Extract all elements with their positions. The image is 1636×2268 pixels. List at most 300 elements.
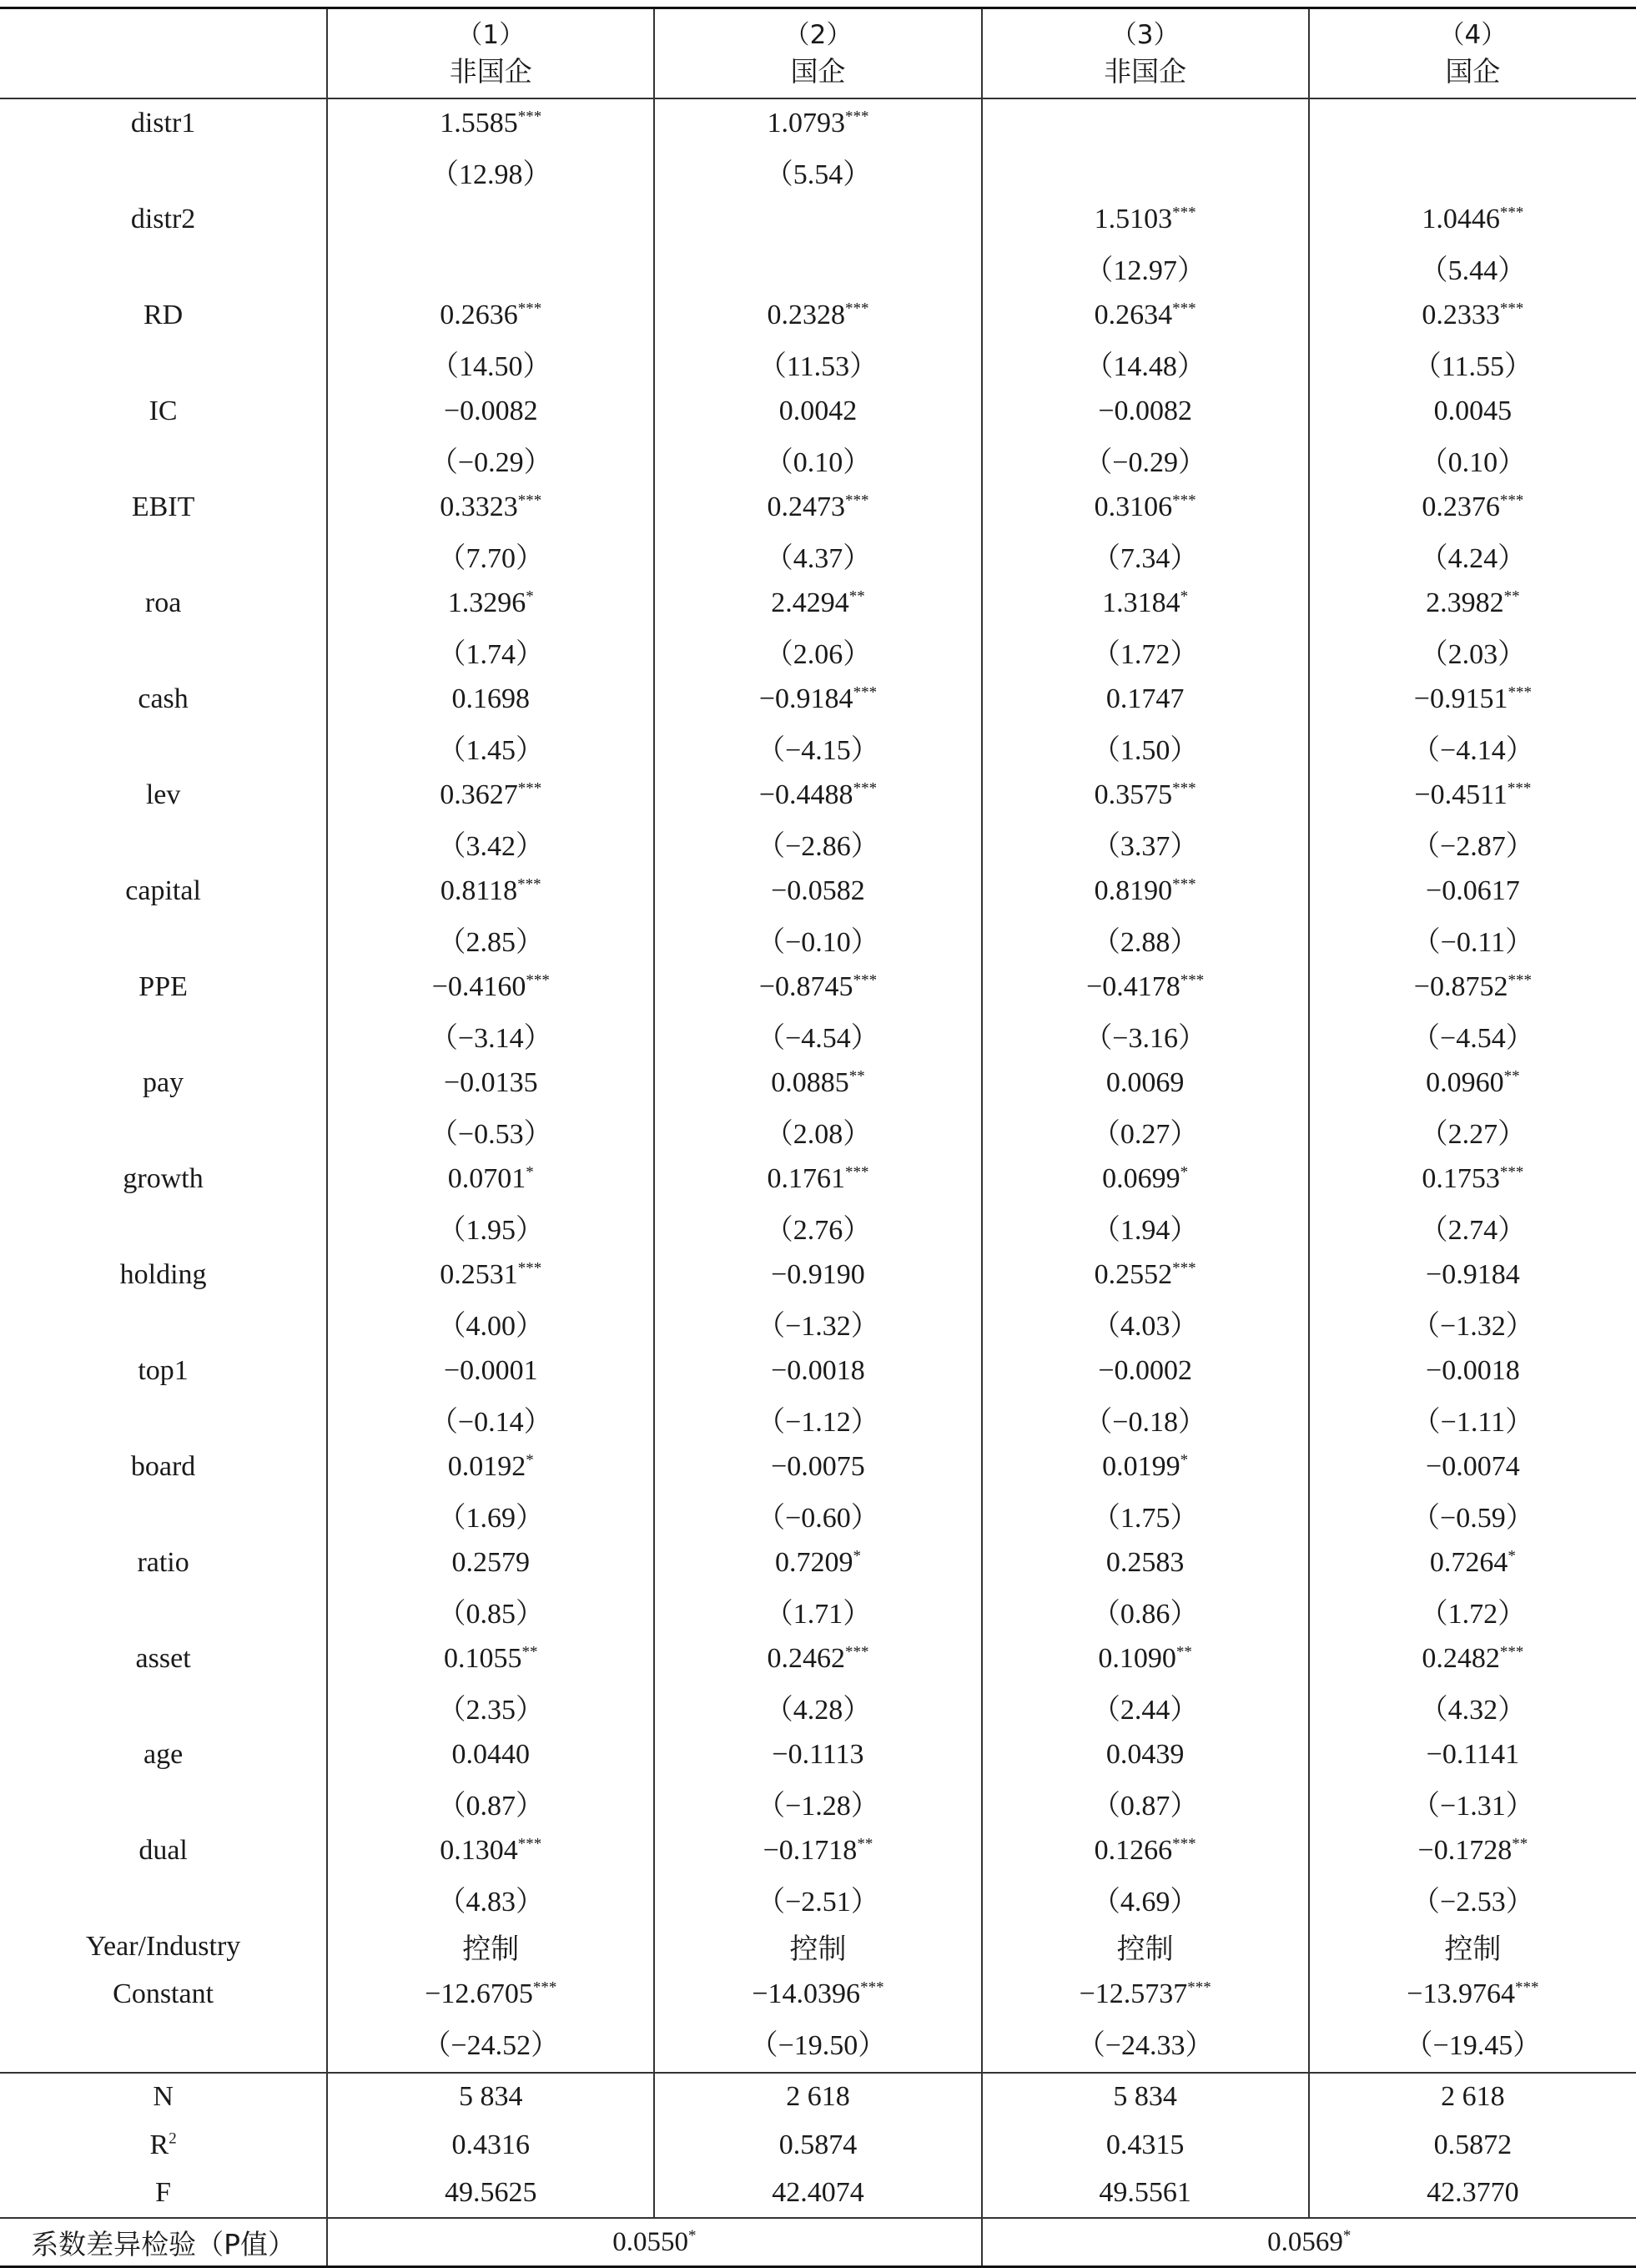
significance-stars: *** — [1514, 1978, 1539, 1997]
t-statistic-row — [0, 1683, 1636, 1731]
coefficient-value: 1.0793 — [767, 107, 845, 139]
coefficient-value: 0.1753 — [1422, 1162, 1500, 1194]
coefficient-cell — [654, 1539, 981, 1587]
significance-stars: *** — [1180, 971, 1205, 990]
t-statistic-cell: （4.24） — [1309, 532, 1636, 580]
t-statistic-cell: （2.06） — [654, 627, 981, 676]
statistic-row — [0, 2073, 1636, 2122]
statistic-superscript: 2 — [169, 2129, 177, 2148]
t-statistic-cell: （4.32） — [1309, 1683, 1636, 1731]
coefficient-cell — [1309, 675, 1636, 723]
significance-stars: *** — [1172, 491, 1196, 510]
t-statistic-cell: （11.55） — [1309, 340, 1636, 388]
t-statistic-cell: （2.85） — [327, 915, 654, 964]
t-statistic-row — [0, 1203, 1636, 1252]
coefficient-cell — [654, 1251, 981, 1299]
t-statistic-cell: （0.87） — [982, 1779, 1309, 1827]
coefficient-row — [0, 1347, 1636, 1395]
t-statistic-row — [0, 148, 1636, 196]
significance-stars: *** — [1499, 300, 1524, 318]
significance-stars: *** — [1172, 875, 1196, 894]
t-statistic-cell: （2.76） — [654, 1203, 981, 1252]
coefficient-value: 0.2531 — [440, 1258, 518, 1290]
column-number: （4） — [1438, 20, 1508, 50]
t-statistic-cell: （1.75） — [982, 1491, 1309, 1540]
statistic-value: 42.3770 — [1309, 2170, 1636, 2219]
coefficient-value: 0.0699 — [1102, 1162, 1180, 1194]
significance-stars: * — [526, 1451, 534, 1469]
coefficient-value: 0.1761 — [767, 1162, 845, 1194]
t-statistic-cell: （4.00） — [327, 1299, 654, 1348]
coefficient-cell — [982, 1635, 1309, 1683]
t-statistic-row — [0, 1395, 1636, 1444]
coefficient-value: 0.3627 — [440, 779, 518, 810]
t-statistic-cell: （−1.28） — [654, 1779, 981, 1827]
coefficient-cell — [327, 1635, 654, 1683]
regression-table — [0, 7, 1636, 2268]
variable-name: Constant — [113, 1978, 214, 2010]
significance-stars: *** — [517, 875, 541, 894]
coefficient-cell — [654, 98, 981, 148]
t-statistic-cell: （−0.29） — [327, 436, 654, 484]
control-cell: 控制 — [1309, 1923, 1636, 1971]
coefficient-value: 0.0439 — [1105, 1738, 1185, 1770]
coefficient-value: 0.0960 — [1426, 1066, 1504, 1098]
statistic-value: 0.4316 — [327, 2121, 654, 2170]
significance-stars: * — [1342, 2226, 1352, 2245]
significance-stars: *** — [1172, 779, 1196, 798]
t-statistic-row — [0, 1587, 1636, 1635]
coefficient-value: −0.9190 — [771, 1258, 865, 1290]
blank-label-cell — [0, 1107, 327, 1156]
significance-stars: *** — [844, 1643, 869, 1661]
coefficient-row — [0, 771, 1636, 819]
statistic-label: N — [153, 2081, 174, 2113]
t-statistic-cell: （−24.52） — [327, 2019, 654, 2073]
t-statistic-cell: （2.27） — [1309, 1107, 1636, 1156]
t-statistic-cell: （−4.14） — [1309, 723, 1636, 772]
significance-stars: *** — [860, 1978, 884, 1997]
t-statistic-cell: （3.37） — [982, 819, 1309, 868]
coefficient-cell — [982, 963, 1309, 1011]
t-statistic-cell: （2.35） — [327, 1683, 654, 1731]
control-cell: 控制 — [982, 1923, 1309, 1971]
coefficient-row — [0, 963, 1636, 1011]
variable-name: dual — [138, 1834, 188, 1866]
coefficient-value: −0.0617 — [1426, 874, 1520, 906]
coefficient-cell — [327, 195, 654, 244]
coefficient-value: 0.0045 — [1433, 395, 1513, 426]
coefficient-cell — [327, 1443, 654, 1491]
blank-label-cell — [0, 915, 327, 964]
coefficient-value: 0.2473 — [767, 491, 845, 522]
t-statistic-cell: （4.69） — [982, 1875, 1309, 1923]
column-header-3 — [982, 8, 1309, 99]
t-statistic-cell: （4.37） — [654, 532, 981, 580]
coefficient-cell — [982, 1059, 1309, 1107]
significance-stars: ** — [1175, 1643, 1192, 1661]
significance-stars: *** — [517, 108, 542, 126]
variable-name: distr2 — [130, 203, 196, 234]
column-label: 国企 — [1445, 55, 1501, 88]
blank-label-cell — [0, 1395, 327, 1444]
t-statistic-cell: （−24.33） — [982, 2019, 1309, 2073]
coefficient-cell — [1309, 1059, 1636, 1107]
coefficient-value: −14.0396 — [752, 1978, 861, 2010]
coefficient-cell — [982, 291, 1309, 340]
coefficient-cell — [1309, 195, 1636, 244]
header-blank-cell — [0, 8, 327, 99]
column-header-1 — [327, 8, 654, 99]
blank-label-cell — [0, 1011, 327, 1060]
significance-stars: *** — [844, 108, 869, 126]
t-statistic-cell: （−1.12） — [654, 1395, 981, 1444]
coefficient-cell — [1309, 963, 1636, 1011]
coefficient-value: 0.2462 — [767, 1642, 845, 1674]
coefficient-value: −13.9764 — [1407, 1978, 1515, 2010]
t-statistic-cell: （4.03） — [982, 1299, 1309, 1348]
coefficient-cell — [982, 675, 1309, 723]
coefficient-value: 0.7209 — [774, 1546, 853, 1578]
t-statistic-cell: （5.54） — [654, 148, 981, 196]
variable-name: roa — [144, 587, 182, 618]
coefficient-cell — [982, 1539, 1309, 1587]
coefficient-value: −0.4488 — [758, 779, 853, 810]
coefficient-cell — [327, 1155, 654, 1203]
coefficient-value: 0.7264 — [1429, 1546, 1508, 1578]
variable-name: pay — [143, 1066, 184, 1098]
coefficient-value: 0.0440 — [451, 1738, 531, 1770]
coefficient-cell — [982, 98, 1309, 148]
coefficient-row — [0, 1971, 1636, 2019]
coefficient-cell — [1309, 291, 1636, 340]
coefficient-value: 0.2583 — [1105, 1546, 1185, 1578]
t-statistic-cell: （−0.29） — [982, 436, 1309, 484]
coefficient-cell — [1309, 1443, 1636, 1491]
coefficient-row — [0, 98, 1636, 148]
t-statistic-cell — [654, 244, 981, 292]
significance-stars: ** — [848, 1067, 865, 1086]
table-header — [0, 8, 1636, 99]
coefficient-cell — [327, 1059, 654, 1107]
statistic-name — [0, 2073, 327, 2122]
coefficient-cell — [1309, 1971, 1636, 2019]
statistic-value: 2 618 — [1309, 2073, 1636, 2122]
coefficient-cell — [982, 1155, 1309, 1203]
coefficient-value: −0.4178 — [1086, 970, 1180, 1002]
statistic-name — [0, 2170, 327, 2219]
coefficient-value: −0.0018 — [1426, 1354, 1520, 1386]
blank-label-cell — [0, 1491, 327, 1540]
column-label: 非国企 — [1104, 55, 1187, 88]
blank-label-cell — [0, 723, 327, 772]
t-statistic-cell: （2.88） — [982, 915, 1309, 964]
significance-stars: *** — [517, 491, 542, 510]
t-statistic-cell: （14.50） — [327, 340, 654, 388]
coefficient-cell — [982, 1251, 1309, 1299]
statistic-value: 42.4074 — [654, 2170, 981, 2219]
t-statistic-cell: （−2.87） — [1309, 819, 1636, 868]
coefficient-value: −0.8745 — [758, 970, 853, 1002]
significance-stars: * — [1180, 1163, 1189, 1182]
coefficient-value: −0.0001 — [443, 1354, 538, 1386]
variable-name: RD — [143, 299, 184, 330]
significance-stars: *** — [1172, 204, 1196, 222]
coefficient-value: −0.4511 — [1414, 779, 1508, 810]
coefficient-cell — [654, 387, 981, 436]
t-statistic-row — [0, 1011, 1636, 1060]
test-value: 0.0550 — [612, 2226, 688, 2257]
coefficient-value: 1.5103 — [1094, 203, 1173, 234]
column-header-2 — [654, 8, 981, 99]
test-pvalue-3-4 — [982, 2218, 1636, 2267]
statistic-label: F — [155, 2177, 172, 2209]
blank-label-cell — [0, 1875, 327, 1923]
t-statistic-row — [0, 244, 1636, 292]
coefficient-value: 2.3982 — [1426, 587, 1504, 618]
coefficient-value: 0.2579 — [451, 1546, 531, 1578]
column-header-4 — [1309, 8, 1636, 99]
t-statistic-row — [0, 627, 1636, 676]
coefficient-value: −0.9184 — [1426, 1258, 1520, 1290]
coefficient-cell — [327, 963, 654, 1011]
coefficient-value: 0.0042 — [778, 395, 858, 426]
t-statistic-row — [0, 1107, 1636, 1156]
coefficient-cell — [654, 1635, 981, 1683]
coefficient-cell — [1309, 483, 1636, 532]
coefficient-cell — [327, 675, 654, 723]
variable-name: capital — [125, 874, 201, 906]
t-statistic-row — [0, 436, 1636, 484]
coefficient-value: −0.0582 — [771, 874, 865, 906]
coefficient-cell — [327, 1971, 654, 2019]
coefficient-value: 0.1747 — [1105, 683, 1185, 714]
coefficient-cell — [982, 579, 1309, 627]
significance-stars: *** — [1172, 1259, 1196, 1278]
coefficient-cell — [327, 771, 654, 819]
statistic-row — [0, 2170, 1636, 2219]
coefficient-cell — [327, 1251, 654, 1299]
test-label: 系数差异检验（P值） — [0, 2218, 327, 2267]
variable-name: age — [143, 1738, 184, 1770]
coefficient-value: 0.2482 — [1422, 1642, 1500, 1674]
significance-stars: *** — [844, 491, 869, 510]
coefficient-value: −0.1113 — [772, 1738, 864, 1770]
significance-stars: * — [526, 1163, 534, 1182]
significance-stars: ** — [521, 1643, 538, 1661]
blank-label-cell — [0, 627, 327, 676]
significance-stars: *** — [1499, 1163, 1524, 1182]
coefficient-cell — [654, 1443, 981, 1491]
t-statistic-row — [0, 1491, 1636, 1540]
coefficient-value: 0.1698 — [451, 683, 531, 714]
significance-stars: *** — [532, 1978, 557, 1997]
significance-stars: *** — [1499, 204, 1524, 222]
t-statistic-row — [0, 915, 1636, 964]
blank-label-cell — [0, 148, 327, 196]
t-statistic-row — [0, 2019, 1636, 2073]
coefficient-value: 0.0885 — [771, 1066, 849, 1098]
significance-stars: *** — [853, 683, 878, 702]
coefficient-cell — [982, 195, 1309, 244]
coefficient-cell — [654, 1347, 981, 1395]
coefficient-cell — [982, 387, 1309, 436]
statistic-value: 0.5872 — [1309, 2121, 1636, 2170]
significance-stars: *** — [1507, 779, 1532, 798]
coefficient-cell — [1309, 579, 1636, 627]
significance-stars: * — [688, 2226, 697, 2245]
coefficient-cell — [982, 771, 1309, 819]
coefficient-rows — [0, 98, 1636, 2073]
t-statistic-cell: （−3.16） — [982, 1011, 1309, 1060]
blank-label-cell — [0, 1779, 327, 1827]
significance-stars: *** — [1172, 300, 1196, 318]
coefficient-row — [0, 867, 1636, 915]
coefficient-value: 0.0701 — [447, 1162, 526, 1194]
t-statistic-row — [0, 1875, 1636, 1923]
variable-name: PPE — [138, 970, 188, 1002]
t-statistic-cell: （1.50） — [982, 723, 1309, 772]
t-statistic-cell: （0.85） — [327, 1587, 654, 1635]
t-statistic-cell — [1309, 148, 1636, 196]
coefficient-value: 0.2636 — [440, 299, 518, 330]
coefficient-cell — [654, 1731, 981, 1779]
blank-label-cell — [0, 819, 327, 868]
t-statistic-cell: （0.10） — [1309, 436, 1636, 484]
t-statistic-cell: （0.86） — [982, 1587, 1309, 1635]
column-number: （1） — [456, 20, 526, 50]
t-statistic-cell: （2.44） — [982, 1683, 1309, 1731]
test-row — [0, 2218, 1636, 2267]
t-statistic-cell: （1.74） — [327, 627, 654, 676]
coefficient-cell — [1309, 1635, 1636, 1683]
t-statistic-cell: （−1.31） — [1309, 1779, 1636, 1827]
coefficient-cell — [327, 387, 654, 436]
blank-label-cell — [0, 1587, 327, 1635]
t-statistic-cell: （1.94） — [982, 1203, 1309, 1252]
coefficient-cell — [1309, 771, 1636, 819]
coefficient-cell — [982, 1731, 1309, 1779]
t-statistic-cell: （4.28） — [654, 1683, 981, 1731]
variable-name: board — [130, 1450, 196, 1482]
blank-label-cell — [0, 2019, 327, 2073]
coefficient-value: 0.0192 — [447, 1450, 526, 1482]
coefficient-value: −0.0082 — [443, 395, 538, 426]
statistic-value: 49.5625 — [327, 2170, 654, 2219]
coefficient-value: −0.0074 — [1426, 1450, 1520, 1482]
t-statistic-cell: （5.44） — [1309, 244, 1636, 292]
t-statistic-cell: （12.98） — [327, 148, 654, 196]
coefficient-value: 0.1304 — [440, 1834, 518, 1866]
significance-stars: *** — [1508, 683, 1532, 702]
column-label: 国企 — [790, 55, 846, 88]
coefficient-row — [0, 1251, 1636, 1299]
coefficient-cell — [1309, 1731, 1636, 1779]
results-table — [0, 7, 1636, 2268]
coefficient-value: −0.8752 — [1413, 970, 1508, 1002]
column-number: （3） — [1110, 20, 1180, 50]
significance-stars: *** — [1499, 491, 1524, 510]
t-statistic-cell — [982, 148, 1309, 196]
coefficient-cell — [982, 1443, 1309, 1491]
t-statistic-row — [0, 723, 1636, 772]
coefficient-value: 0.2328 — [767, 299, 845, 330]
significance-stars: * — [853, 1547, 861, 1565]
column-number: （2） — [783, 20, 853, 50]
significance-stars: ** — [1503, 587, 1520, 606]
coefficient-row — [0, 1155, 1636, 1203]
coefficient-row — [0, 1539, 1636, 1587]
coefficient-cell — [1309, 1827, 1636, 1875]
coefficient-value: 0.2333 — [1422, 299, 1500, 330]
test-pvalue-1-2 — [327, 2218, 981, 2267]
t-statistic-cell — [327, 244, 654, 292]
coefficient-cell — [982, 1347, 1309, 1395]
significance-stars: *** — [844, 1163, 869, 1182]
coefficient-cell — [982, 867, 1309, 915]
coefficient-value: −12.5737 — [1079, 1978, 1188, 2010]
coefficient-value: 0.8190 — [1094, 874, 1173, 906]
coefficient-cell — [327, 579, 654, 627]
coefficient-cell — [654, 1827, 981, 1875]
t-statistic-cell: （−2.51） — [654, 1875, 981, 1923]
coefficient-value: −0.1728 — [1417, 1834, 1513, 1866]
coefficient-cell — [327, 291, 654, 340]
t-statistic-cell: （1.72） — [1309, 1587, 1636, 1635]
model-statistics — [0, 2073, 1636, 2219]
coefficient-value: −0.0135 — [443, 1066, 538, 1098]
t-statistic-cell: （−0.10） — [654, 915, 981, 964]
significance-stars: *** — [1187, 1978, 1211, 1997]
coefficient-value: −0.0075 — [771, 1450, 865, 1482]
significance-stars: *** — [517, 779, 542, 798]
t-statistic-cell: （1.45） — [327, 723, 654, 772]
coefficient-cell — [327, 1539, 654, 1587]
statistic-value: 5 834 — [982, 2073, 1309, 2122]
variable-name: cash — [138, 683, 189, 714]
coefficient-value: 0.1090 — [1098, 1642, 1176, 1674]
t-statistic-cell: （−19.50） — [654, 2019, 981, 2073]
significance-stars: *** — [517, 1835, 542, 1853]
coefficient-cell — [654, 1155, 981, 1203]
coefficient-difference-test — [0, 2218, 1636, 2267]
coefficient-row — [0, 579, 1636, 627]
t-statistic-row — [0, 1299, 1636, 1348]
t-statistic-cell: （7.34） — [982, 532, 1309, 580]
significance-stars: *** — [853, 779, 878, 798]
coefficient-cell — [1309, 1539, 1636, 1587]
coefficient-value: 2.4294 — [771, 587, 849, 618]
t-statistic-cell: （2.74） — [1309, 1203, 1636, 1252]
coefficient-value: 0.8118 — [440, 874, 518, 906]
significance-stars: * — [1508, 1547, 1516, 1565]
coefficient-cell — [982, 1827, 1309, 1875]
significance-stars: *** — [1508, 971, 1532, 990]
coefficient-value: 0.1055 — [444, 1642, 522, 1674]
t-statistic-cell: （−0.60） — [654, 1491, 981, 1540]
significance-stars: *** — [853, 971, 878, 990]
t-statistic-cell: （3.42） — [327, 819, 654, 868]
coefficient-cell — [654, 483, 981, 532]
blank-label-cell — [0, 436, 327, 484]
significance-stars: *** — [517, 300, 542, 318]
t-statistic-cell: （1.72） — [982, 627, 1309, 676]
t-statistic-cell: （2.03） — [1309, 627, 1636, 676]
coefficient-value: −0.4160 — [431, 970, 526, 1002]
coefficient-row — [0, 1443, 1636, 1491]
coefficient-value: −0.1141 — [1426, 1738, 1520, 1770]
t-statistic-row — [0, 532, 1636, 580]
